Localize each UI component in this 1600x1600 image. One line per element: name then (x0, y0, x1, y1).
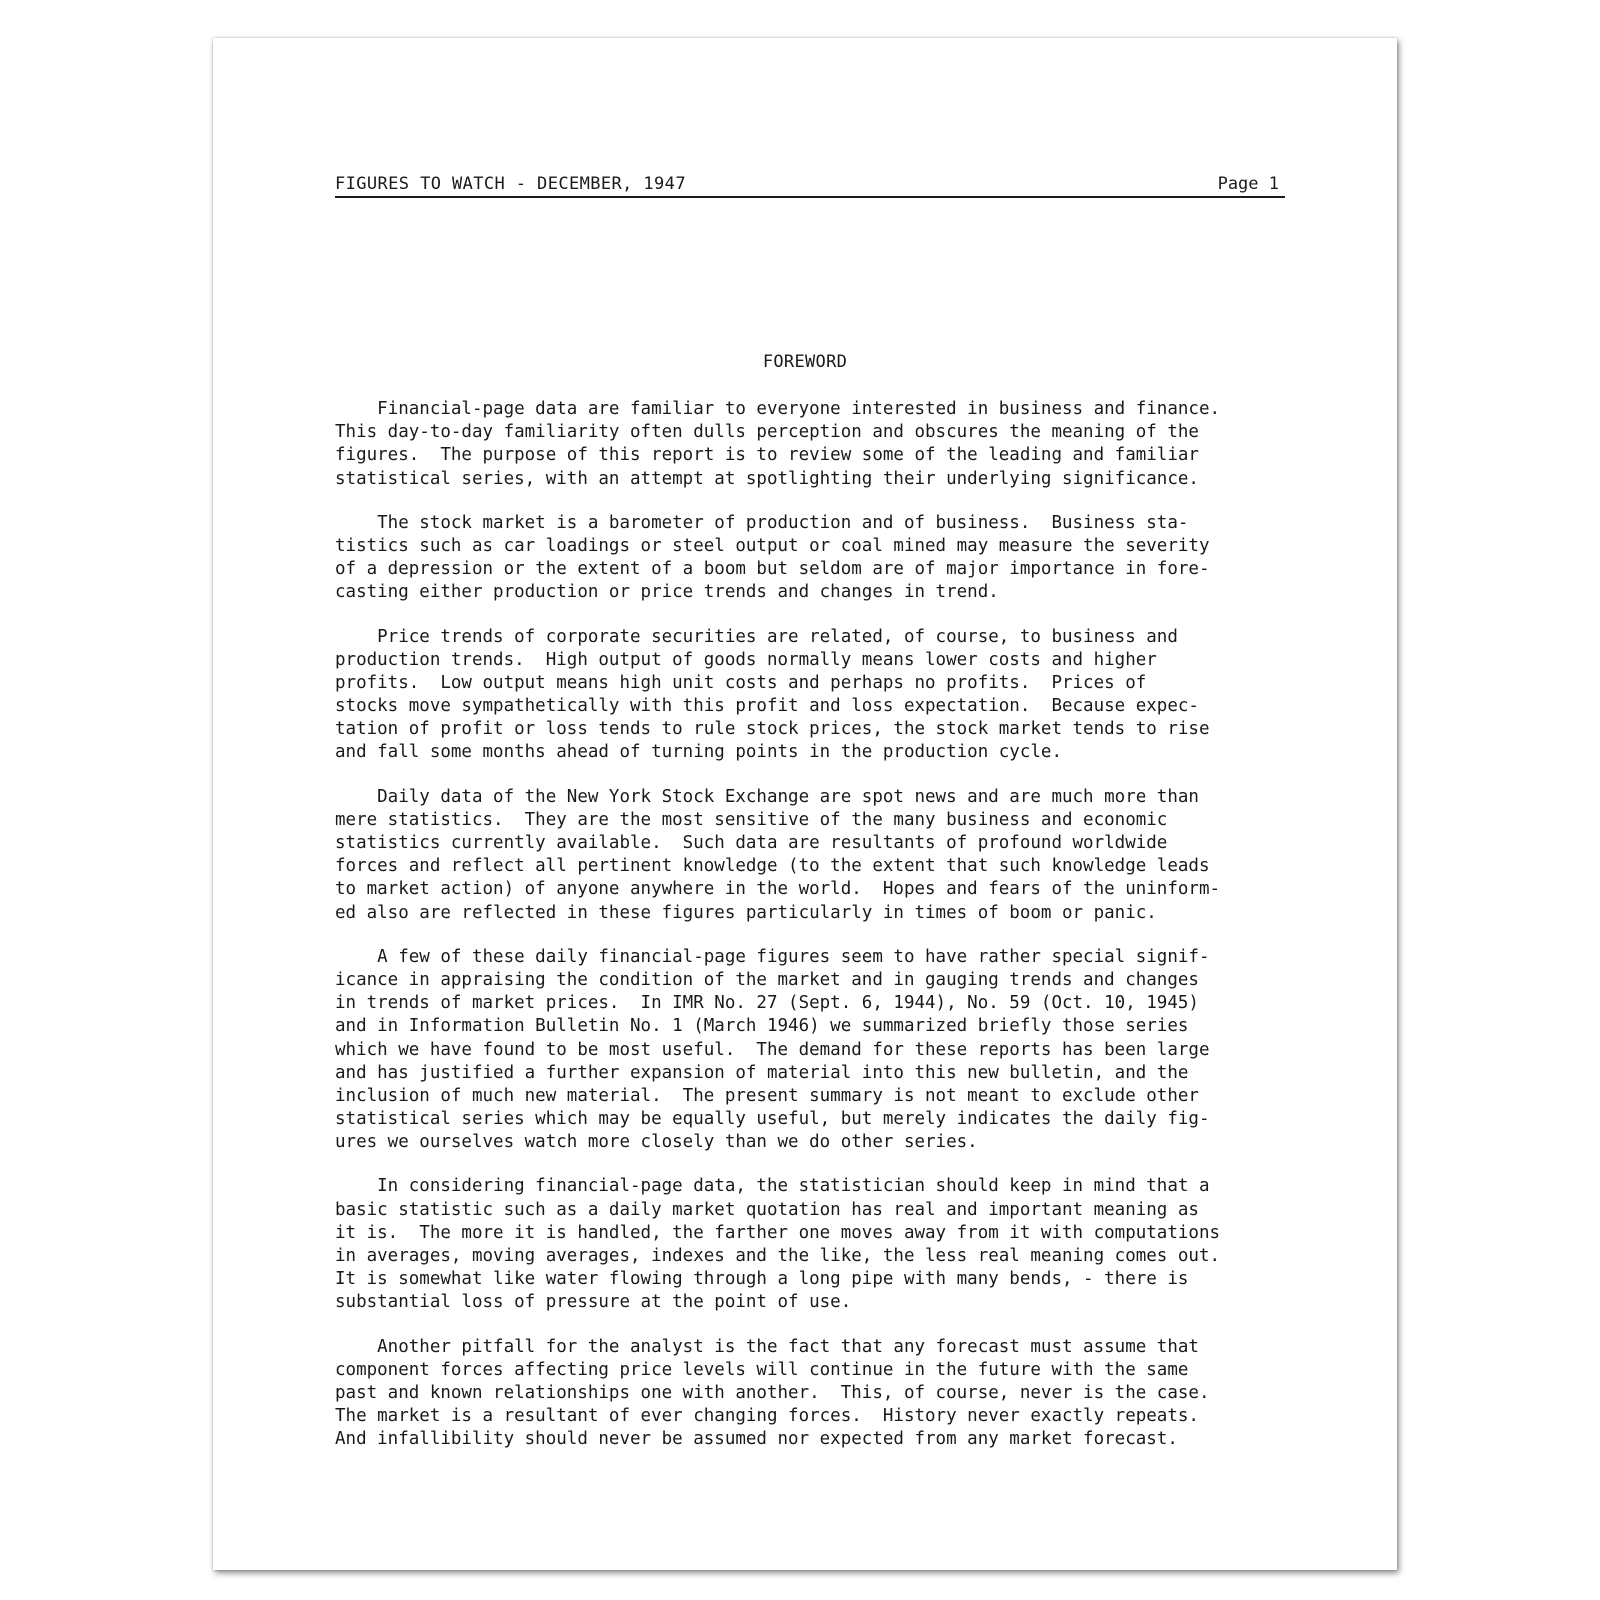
text-line: A few of these daily financial-page figures seem to have rather special signif- (335, 946, 1210, 967)
text-line: to market action) of anyone anywhere in the world. Hopes and fears of the uninform- (335, 879, 1221, 900)
page-number: Page 1 (1217, 174, 1279, 194)
text-line: of a depression or the extent of a boom but seldom are of major importance in fore- (335, 559, 1210, 580)
document-page (213, 38, 1397, 1570)
running-header (335, 172, 1285, 198)
text-line: past and known relationships one with another. This, of course, never is the case. (335, 1382, 1210, 1403)
text-line: and in Information Bulletin No. 1 (March 1946) we summarized briefly those series (335, 1016, 1189, 1037)
paragraph (335, 1175, 1295, 1314)
text-line: figures. The purpose of this report is to review some of the leading and familiar (335, 445, 1199, 466)
text-line: Another pitfall for the analyst is the fact that any forecast must assume that (335, 1336, 1199, 1357)
text-line: and fall some months ahead of turning points in the production cycle. (335, 742, 1062, 763)
paragraph (335, 398, 1295, 491)
text-line: statistics currently available. Such data are resultants of profound worldwide (335, 833, 1168, 853)
text-line: And infallibility should never be assumed nor expected from any market forecast. (335, 1429, 1178, 1450)
text-line: The market is a resultant of ever changing forces. History never exactly repeats. (335, 1406, 1199, 1427)
header-title: FIGURES TO WATCH - DECEMBER, 1947 (335, 174, 686, 194)
paragraph (335, 946, 1295, 1155)
text-line: basic statistic such as a daily market quotation has real and important meaning as (335, 1199, 1199, 1220)
text-line: stocks move sympathetically with this profit and loss expectation. Because expec- (335, 696, 1199, 717)
text-line: in trends of market prices. In IMR No. 27 (Sept. 6, 1944), No. 59 (Oct. 10, 1945) (335, 993, 1199, 1014)
text-line: forces and reflect all pertinent knowledge (to the extent that such knowledge leads (335, 856, 1210, 877)
text-line: tistics such as car loadings or steel output or coal mined may measure the severity (335, 535, 1210, 556)
text-line: mere statistics. They are the most sensitive of the many business and economic (335, 809, 1168, 830)
text-line: production trends. High output of goods normally means lower costs and higher (335, 649, 1157, 670)
text-line: Daily data of the New York Stock Exchange are spot news and are much more than (335, 786, 1199, 807)
text-line: The stock market is a barometer of production and of business. Business sta- (335, 512, 1189, 533)
text-line: profits. Low output means high unit costs and perhaps no profits. Prices of (335, 672, 1147, 693)
text-line: inclusion of much new material. The present summary is not meant to exclude other (335, 1085, 1199, 1106)
text-line: It is somewhat like water flowing through a long pipe with many bends, - there is (335, 1269, 1189, 1290)
section-heading: FOREWORD (762, 352, 848, 372)
text-line: Price trends of corporate securities are related, of course, to business and (335, 626, 1178, 647)
text-line: ures we ourselves watch more closely than we do other series. (335, 1132, 978, 1153)
text-line: icance in appraising the condition of the market and in gauging trends and changes (335, 969, 1199, 990)
text-line: casting either production or price trends and changes in trend. (335, 582, 999, 603)
text-line: statistical series which may be equally useful, but merely indicates the daily fig- (335, 1109, 1210, 1130)
text-line: This day-to-day familiarity often dulls perception and obscures the meaning of the (335, 422, 1199, 443)
text-line: ed also are reflected in these figures particularly in times of boom or panic. (335, 902, 1157, 923)
paragraph (335, 512, 1295, 605)
body-text (335, 398, 1295, 1473)
text-line: which we have found to be most useful. The demand for these reports has been large (335, 1039, 1210, 1060)
text-line: and has justified a further expansion of material into this new bulletin, and the (335, 1062, 1189, 1083)
paragraph (335, 626, 1295, 765)
text-line: In considering financial-page data, the statistician should keep in mind that a (335, 1176, 1210, 1197)
text-line: substantial loss of pressure at the point of use. (335, 1292, 852, 1313)
paragraph (335, 1336, 1295, 1452)
text-line: Financial-page data are familiar to everyone interested in business and finance. (335, 399, 1221, 419)
text-line: statistical series, with an attempt at spotlighting their underlying significance. (335, 468, 1199, 489)
text-line: tation of profit or loss tends to rule stock prices, the stock market tends to rise (335, 719, 1210, 740)
text-line: component forces affecting price levels will continue in the future with the same (335, 1359, 1189, 1380)
paragraph (335, 786, 1295, 925)
text-line: it is. The more it is handled, the farther one moves away from it with computations (335, 1222, 1221, 1243)
text-line: in averages, moving averages, indexes and the like, the less real meaning comes out. (335, 1246, 1221, 1266)
